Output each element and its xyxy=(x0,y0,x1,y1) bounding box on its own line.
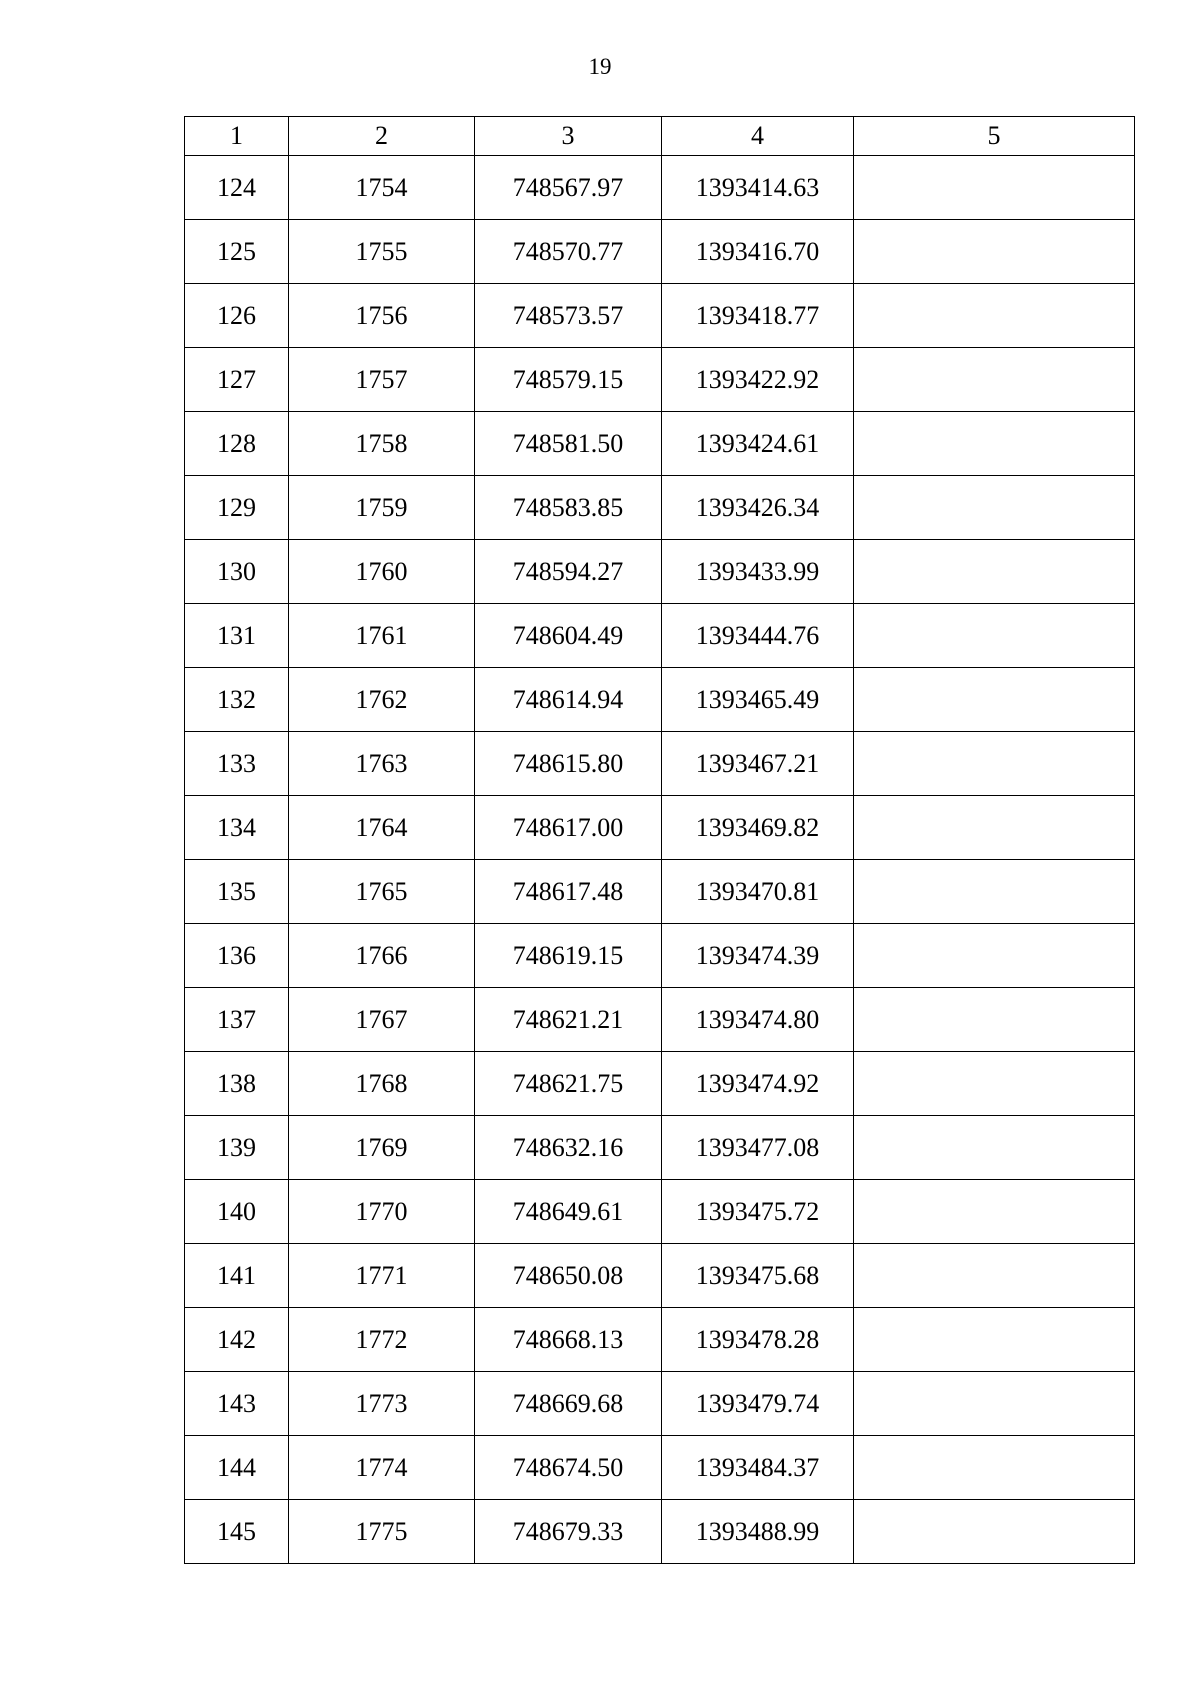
table-cell-col-1: 125 xyxy=(185,220,289,284)
table-cell-col-4: 1393424.61 xyxy=(662,412,854,476)
table-cell-col-4: 1393474.39 xyxy=(662,924,854,988)
table-cell-col-3: 748674.50 xyxy=(475,1436,662,1500)
table-row xyxy=(185,412,1135,476)
table-cell-col-2: 1775 xyxy=(289,1500,475,1564)
table-cell-col-1: 145 xyxy=(185,1500,289,1564)
table-row xyxy=(185,1180,1135,1244)
table-cell-col-2: 1767 xyxy=(289,988,475,1052)
table-cell-col-1: 131 xyxy=(185,604,289,668)
table-cell-col-1: 128 xyxy=(185,412,289,476)
table-cell-col-2: 1755 xyxy=(289,220,475,284)
table-cell-col-1: 140 xyxy=(185,1180,289,1244)
table-cell-col-4: 1393474.80 xyxy=(662,988,854,1052)
table-cell-col-5 xyxy=(854,1244,1135,1308)
table-cell-col-5 xyxy=(854,1052,1135,1116)
table-cell-col-5 xyxy=(854,604,1135,668)
table-cell-col-5 xyxy=(854,1116,1135,1180)
table-cell-col-1: 129 xyxy=(185,476,289,540)
header-row xyxy=(185,117,1135,156)
table-cell-col-2: 1774 xyxy=(289,1436,475,1500)
table-cell-col-1: 132 xyxy=(185,668,289,732)
table-cell-col-1: 139 xyxy=(185,1116,289,1180)
table-cell-col-5 xyxy=(854,476,1135,540)
table-cell-col-3: 748632.16 xyxy=(475,1116,662,1180)
table-row xyxy=(185,924,1135,988)
table-row xyxy=(185,796,1135,860)
table-cell-col-5 xyxy=(854,732,1135,796)
table-row xyxy=(185,284,1135,348)
table-row xyxy=(185,1052,1135,1116)
table-cell-col-3: 748581.50 xyxy=(475,412,662,476)
table-cell-col-5 xyxy=(854,1372,1135,1436)
table-cell-col-5 xyxy=(854,220,1135,284)
table-cell-col-1: 135 xyxy=(185,860,289,924)
table-row xyxy=(185,860,1135,924)
table-cell-col-3: 748669.68 xyxy=(475,1372,662,1436)
table-row xyxy=(185,156,1135,220)
table-cell-col-4: 1393422.92 xyxy=(662,348,854,412)
table-row xyxy=(185,540,1135,604)
table-cell-col-4: 1393470.81 xyxy=(662,860,854,924)
table-cell-col-3: 748619.15 xyxy=(475,924,662,988)
table-cell-col-5 xyxy=(854,412,1135,476)
table-row xyxy=(185,1244,1135,1308)
table-row xyxy=(185,1372,1135,1436)
table-cell-col-5 xyxy=(854,668,1135,732)
table-cell-col-4: 1393467.21 xyxy=(662,732,854,796)
table-cell-col-2: 1757 xyxy=(289,348,475,412)
table-cell-col-3: 748649.61 xyxy=(475,1180,662,1244)
table-cell-col-3: 748668.13 xyxy=(475,1308,662,1372)
table-cell-col-2: 1771 xyxy=(289,1244,475,1308)
table-cell-col-2: 1770 xyxy=(289,1180,475,1244)
table-cell-col-4: 1393416.70 xyxy=(662,220,854,284)
table-cell-col-2: 1759 xyxy=(289,476,475,540)
table-cell-col-1: 143 xyxy=(185,1372,289,1436)
table-cell-col-4: 1393433.99 xyxy=(662,540,854,604)
table-cell-col-2: 1764 xyxy=(289,796,475,860)
table-cell-col-1: 144 xyxy=(185,1436,289,1500)
table-cell-col-3: 748617.48 xyxy=(475,860,662,924)
table-cell-col-5 xyxy=(854,924,1135,988)
table-cell-col-2: 1760 xyxy=(289,540,475,604)
table-cell-col-4: 1393479.74 xyxy=(662,1372,854,1436)
table-row xyxy=(185,476,1135,540)
table-cell-col-3: 748650.08 xyxy=(475,1244,662,1308)
table-cell-col-5 xyxy=(854,1308,1135,1372)
table-cell-col-3: 748614.94 xyxy=(475,668,662,732)
table-row xyxy=(185,988,1135,1052)
table-cell-col-1: 127 xyxy=(185,348,289,412)
table-cell-col-3: 748604.49 xyxy=(475,604,662,668)
table-cell-col-3: 748573.57 xyxy=(475,284,662,348)
table-cell-col-5 xyxy=(854,860,1135,924)
table-cell-col-2: 1766 xyxy=(289,924,475,988)
table-cell-col-1: 138 xyxy=(185,1052,289,1116)
table-cell-col-4: 1393414.63 xyxy=(662,156,854,220)
table-cell-col-3: 748579.15 xyxy=(475,348,662,412)
table-cell-col-2: 1754 xyxy=(289,156,475,220)
table-cell-col-2: 1772 xyxy=(289,1308,475,1372)
column-header-3: 3 xyxy=(475,117,662,156)
table-cell-col-1: 126 xyxy=(185,284,289,348)
table-cell-col-5 xyxy=(854,540,1135,604)
table-cell-col-5 xyxy=(854,796,1135,860)
table-row xyxy=(185,1436,1135,1500)
table-row xyxy=(185,220,1135,284)
table-row xyxy=(185,604,1135,668)
table-cell-col-3: 748621.75 xyxy=(475,1052,662,1116)
column-header-1: 1 xyxy=(185,117,289,156)
table-cell-col-2: 1762 xyxy=(289,668,475,732)
table-cell-col-3: 748621.21 xyxy=(475,988,662,1052)
table-cell-col-4: 1393488.99 xyxy=(662,1500,854,1564)
table-cell-col-4: 1393418.77 xyxy=(662,284,854,348)
table-cell-col-2: 1761 xyxy=(289,604,475,668)
table-cell-col-5 xyxy=(854,1500,1135,1564)
table-cell-col-1: 137 xyxy=(185,988,289,1052)
table-row xyxy=(185,1308,1135,1372)
page-number: 19 xyxy=(588,54,612,79)
table-cell-col-3: 748567.97 xyxy=(475,156,662,220)
table-cell-col-2: 1769 xyxy=(289,1116,475,1180)
table-cell-col-3: 748570.77 xyxy=(475,220,662,284)
table-cell-col-4: 1393444.76 xyxy=(662,604,854,668)
table-cell-col-3: 748615.80 xyxy=(475,732,662,796)
table-cell-col-5 xyxy=(854,156,1135,220)
table-cell-col-5 xyxy=(854,1180,1135,1244)
table-header xyxy=(185,117,1135,156)
table-cell-col-4: 1393477.08 xyxy=(662,1116,854,1180)
table-cell-col-4: 1393475.68 xyxy=(662,1244,854,1308)
table-cell-col-4: 1393426.34 xyxy=(662,476,854,540)
table-cell-col-3: 748583.85 xyxy=(475,476,662,540)
column-header-2: 2 xyxy=(289,117,475,156)
table-cell-col-4: 1393484.37 xyxy=(662,1436,854,1500)
column-header-5: 5 xyxy=(854,117,1135,156)
table-cell-col-2: 1763 xyxy=(289,732,475,796)
table-cell-col-5 xyxy=(854,284,1135,348)
table-cell-col-2: 1765 xyxy=(289,860,475,924)
table-row xyxy=(185,732,1135,796)
table-cell-col-1: 130 xyxy=(185,540,289,604)
table-cell-col-2: 1768 xyxy=(289,1052,475,1116)
table-cell-col-5 xyxy=(854,1436,1135,1500)
table-cell-col-3: 748679.33 xyxy=(475,1500,662,1564)
table-cell-col-2: 1758 xyxy=(289,412,475,476)
table-cell-col-3: 748617.00 xyxy=(475,796,662,860)
coordinates-table xyxy=(184,116,1135,1564)
table-cell-col-5 xyxy=(854,348,1135,412)
table-row xyxy=(185,1116,1135,1180)
table-row xyxy=(185,348,1135,412)
table-body xyxy=(185,156,1135,1564)
table-row xyxy=(185,668,1135,732)
column-header-4: 4 xyxy=(662,117,854,156)
table-cell-col-4: 1393465.49 xyxy=(662,668,854,732)
table-cell-col-1: 134 xyxy=(185,796,289,860)
table-cell-col-1: 136 xyxy=(185,924,289,988)
table-cell-col-3: 748594.27 xyxy=(475,540,662,604)
table-cell-col-1: 124 xyxy=(185,156,289,220)
table-cell-col-4: 1393475.72 xyxy=(662,1180,854,1244)
table-cell-col-1: 133 xyxy=(185,732,289,796)
table-cell-col-4: 1393478.28 xyxy=(662,1308,854,1372)
table-cell-col-5 xyxy=(854,988,1135,1052)
table-cell-col-1: 141 xyxy=(185,1244,289,1308)
table-cell-col-4: 1393469.82 xyxy=(662,796,854,860)
table-row xyxy=(185,1500,1135,1564)
table-cell-col-2: 1756 xyxy=(289,284,475,348)
table-cell-col-2: 1773 xyxy=(289,1372,475,1436)
table-cell-col-1: 142 xyxy=(185,1308,289,1372)
table-cell-col-4: 1393474.92 xyxy=(662,1052,854,1116)
